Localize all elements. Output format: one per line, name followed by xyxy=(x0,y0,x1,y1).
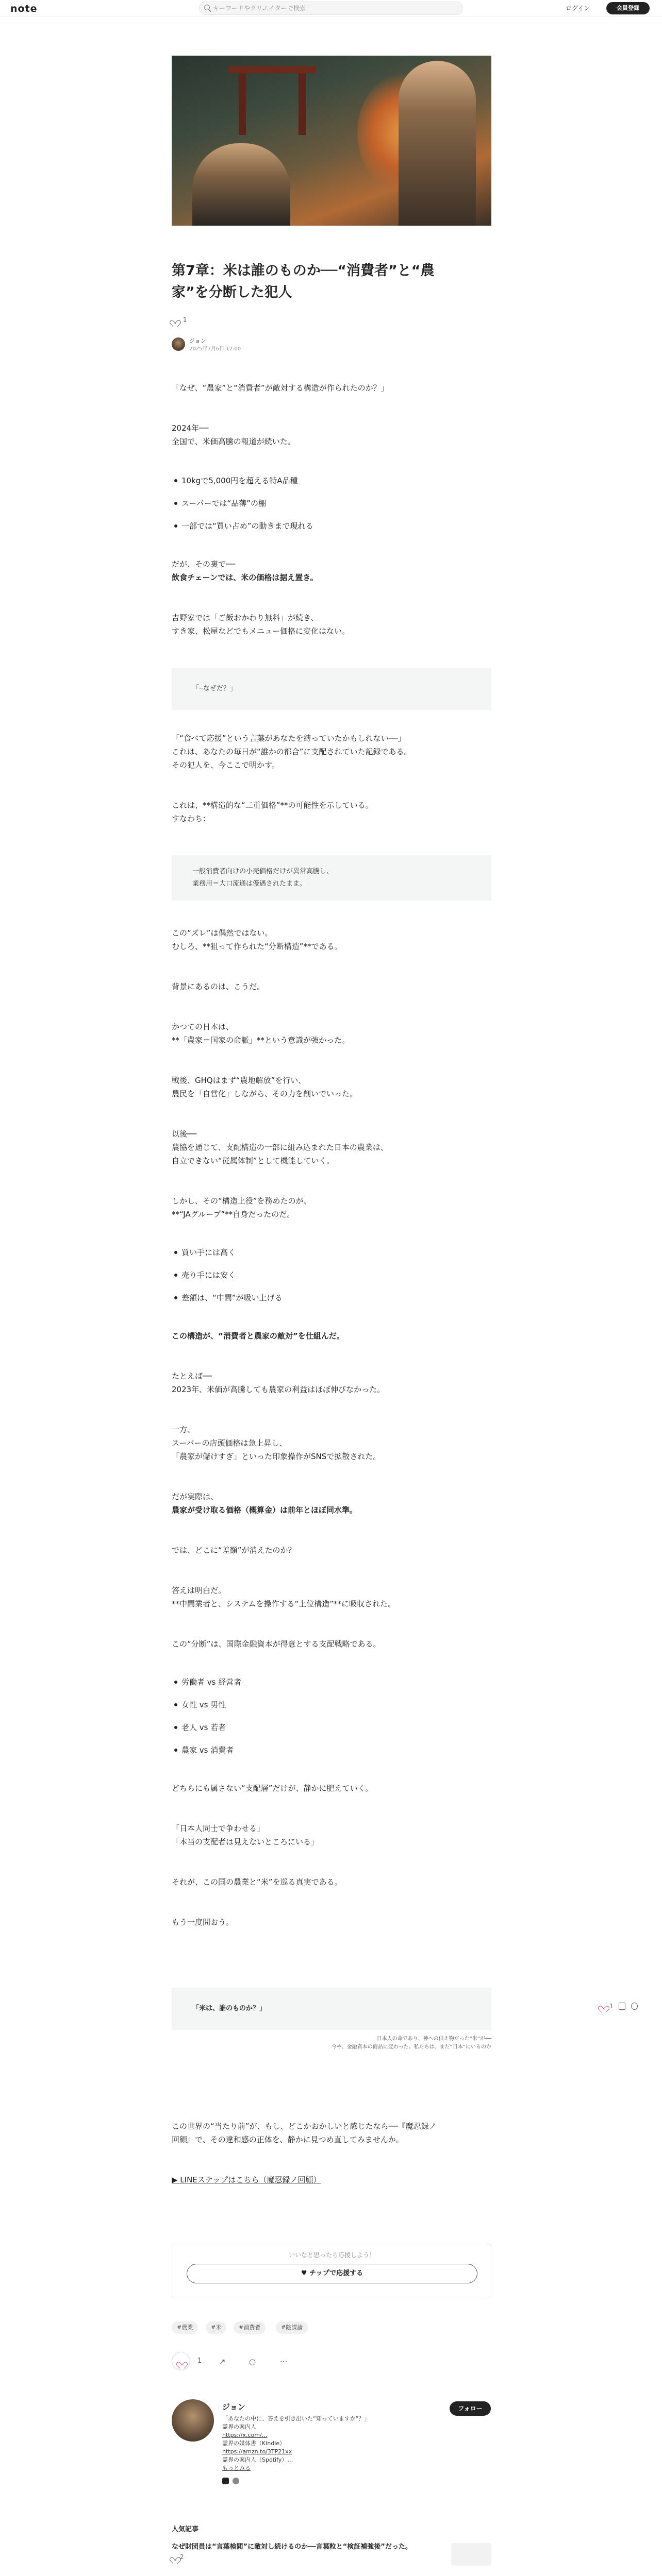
paragraph: 以後── xyxy=(172,1129,197,1139)
list-item: 農家 vs 消費者 xyxy=(181,1743,491,1757)
paragraph: スーパーの店頭価格は急上昇し、 xyxy=(172,1438,287,1448)
list-item[interactable]: なぜ財団員は“言葉検閲”に敵対し続けるのか──言葉粒と“検証補強後”だった。 2 xyxy=(172,2541,491,2568)
heart-icon xyxy=(172,2554,178,2560)
avatar[interactable] xyxy=(172,2399,214,2442)
thumbnail xyxy=(451,2543,491,2566)
paragraph: 吉野家では「ご飯おかわり無料」が続き、 xyxy=(172,613,319,622)
list-item: 差額は、“中間”が吸い上げる xyxy=(181,1291,491,1304)
article-title xyxy=(172,260,491,303)
website-icon[interactable] xyxy=(233,2478,239,2484)
search-icon xyxy=(204,5,210,10)
paragraph-bold: この構造が、“消費者と農家の敵対”を仕組んだ。 xyxy=(172,1331,344,1341)
floating-actions xyxy=(600,2001,662,2013)
profile-name[interactable]: ジョン xyxy=(222,2402,245,2412)
list-item: 労働者 vs 経営者 xyxy=(181,1675,491,1689)
profile-bio-line: 霊界の媒体書（Kindle） xyxy=(222,2440,286,2447)
paragraph: 「日本人同士で争わせる」 xyxy=(172,1824,265,1833)
paragraph-bold: 飲食チェーンでは、米の価格は据え置き。 xyxy=(172,573,318,582)
article-actions xyxy=(172,2352,326,2370)
paragraph: 「本当の支配者は見えないところにいる」 xyxy=(172,1837,319,1846)
avatar[interactable] xyxy=(172,337,185,351)
profile-bio-line: 「あなたの中に、答えを引き出いた“知っていますか”？」 xyxy=(222,2415,370,2422)
quote-text: 「─なぜだ？」 xyxy=(192,685,237,692)
author-name[interactable]: ジョン xyxy=(189,337,206,344)
paragraph: もう一度問おう。 xyxy=(172,1918,234,1927)
paragraph: 「なぜ、“農家”と“消費者”が敵対する構造が作られたのか？」 xyxy=(172,383,389,393)
paragraph: それが、この国の農業と“米”を巡る真実である。 xyxy=(172,1877,342,1887)
paragraph: むしろ、**狙って作られた“分断構造”**である。 xyxy=(172,942,342,951)
tip-icon: ♥ xyxy=(301,2269,310,2277)
support-prompt: いいなと思ったら応援しよう！ xyxy=(288,2251,375,2259)
paragraph: この世界の“当たり前”が、もし、どこかおかしいと感じたなら──『魔忍録ノ xyxy=(172,2122,437,2131)
note-logo[interactable]: note xyxy=(10,3,38,14)
paragraph: この“ズレ”は偶然ではない。 xyxy=(172,928,273,938)
tag[interactable]: #米 xyxy=(206,2321,226,2334)
figure-right xyxy=(399,61,476,226)
like-button[interactable] xyxy=(172,2352,190,2370)
tag[interactable]: #農業 xyxy=(172,2321,198,2334)
paragraph-bold: 農家が受け取る価格（概算金）は前年とほぼ同水準。 xyxy=(172,1505,358,1515)
list-item: スーパーでは“品薄”の棚 xyxy=(181,497,491,510)
share-icon[interactable]: ↗ xyxy=(219,2357,226,2366)
image-caption: 今や、金融資本の商品に変わった。私たちは、まだ“日本”にいるのか xyxy=(331,2044,491,2050)
list-item: 買い手には高く xyxy=(181,1246,491,1259)
paragraph: 答えは明白だ。 xyxy=(172,1586,226,1595)
paragraph: 背景にあるのは、こうだ。 xyxy=(172,982,265,991)
paragraph: 「農家が儲けすぎ」といった印象操作がSNSで拡散された。 xyxy=(172,1452,381,1461)
list-item: 一部では“買い占め”の動きまで現れる xyxy=(181,519,491,533)
top-header xyxy=(0,0,662,16)
heart-icon xyxy=(172,317,178,323)
quote-text: 「米は、誰のものか？」 xyxy=(192,2005,267,2012)
paragraph: たとえば── xyxy=(172,1371,212,1381)
heart-icon[interactable] xyxy=(600,2003,606,2009)
author-profile xyxy=(172,2399,491,2471)
paragraph: 2023年、米価が高騰しても農家の利益はほぼ伸びなかった。 xyxy=(172,1385,385,1394)
quote-text: 一般消費者向けの小売価格だけが異常高騰し、 xyxy=(192,868,334,875)
paragraph: だが実際は、 xyxy=(172,1492,219,1501)
tag[interactable]: #消費者 xyxy=(234,2321,266,2334)
hero-image xyxy=(172,56,491,226)
paragraph: 全国で、米価高騰の報道が続いた。 xyxy=(172,437,295,446)
paragraph: 「“食べて応援”という言葉があなたを縛っていたかもしれない──」 xyxy=(172,734,406,743)
publish-date: 2025年7月6日 12:00 xyxy=(189,346,241,352)
signup-button[interactable]: 会員登録 xyxy=(606,2,650,14)
quote-text: 業務用＝大口流通は優遇されたまま。 xyxy=(192,880,307,888)
paragraph: すなわち： xyxy=(172,814,211,823)
figure-left xyxy=(192,143,290,226)
tag[interactable]: #陰謀論 xyxy=(276,2321,308,2334)
tip-button[interactable]: ♥ チップで応援する xyxy=(187,2264,477,2283)
search-placeholder: キーワードやクリエイターで検索 xyxy=(213,5,306,12)
paragraph: その犯人を、今ここで明かす。 xyxy=(172,760,279,770)
profile-bio-line: 霊界の案内人（Spotify）… xyxy=(222,2456,293,2463)
paragraph: この“分断”は、国際金融資本が得意とする支配戦略である。 xyxy=(172,1639,381,1649)
heart-icon xyxy=(178,2359,185,2365)
blockquote xyxy=(172,668,491,710)
popular-section-title: 人気記事 xyxy=(172,2526,199,2533)
torii-shape xyxy=(228,66,316,128)
profile-more-link[interactable]: もっとみる xyxy=(222,2465,251,2471)
article-like-count[interactable]: 1 xyxy=(172,316,187,324)
like-count: 1 xyxy=(197,2357,202,2365)
article-title-line2: 家”を分断した犯人 xyxy=(172,284,292,300)
blockquote xyxy=(172,855,491,901)
paragraph: **中間業者と、システムを操作する“上位構造”**に吸収された。 xyxy=(172,1599,396,1608)
x-icon[interactable] xyxy=(222,2478,229,2484)
follow-button[interactable]: フォロー xyxy=(450,2401,491,2416)
bookmark-icon[interactable] xyxy=(619,2003,625,2010)
paragraph: では、どこに“差額”が消えたのか？ xyxy=(172,1546,296,1555)
support-box xyxy=(172,2244,491,2298)
article-title-line1: 第7章：米は誰のものか──“消費者”と“農 xyxy=(172,263,435,279)
search-input[interactable] xyxy=(199,2,463,15)
paragraph: 一方、 xyxy=(172,1425,195,1434)
paragraph: 農協を通じて、支配構造の一部に組み込まれた日本の農業は、 xyxy=(172,1143,388,1152)
paragraph: 2024年── xyxy=(172,423,209,433)
list-item: 売り手には安く xyxy=(181,1268,491,1282)
paragraph: 農民を「自営化」しながら、その力を削いでいった。 xyxy=(172,1089,358,1098)
paragraph: これは、あなたの毎日が“誰かの都合”に支配されていた記録である。 xyxy=(172,747,412,756)
profile-bio-line: 霊界の案内人 xyxy=(222,2424,256,2430)
paragraph: しかし、その“構造上役”を務めたのが、 xyxy=(172,1196,311,1206)
list-item: 10kgで5,000円を超える特A品種 xyxy=(181,474,491,487)
paragraph: 回顧』で、その違和感の正体を、静かに見つめ直してみませんか。 xyxy=(172,2135,404,2144)
paragraph: 戦後、GHQはまず“農地解放”を行い、 xyxy=(172,1076,306,1085)
profile-link[interactable]: https://amzn.to/3TP21xx xyxy=(222,2448,292,2455)
image-caption: 日本人の命であり、神への供え物だった“米”が── xyxy=(376,2036,491,2042)
login-link[interactable]: ログイン xyxy=(566,5,590,12)
paragraph: これは、**構造的な“二重価格”**の可能性を示している。 xyxy=(172,801,373,810)
line-step-link[interactable]: ▶ LINEステップはこちら（魔忍録ノ回顧） xyxy=(172,2175,321,2184)
side-like-count: 1 xyxy=(609,2003,614,2010)
paragraph: どちらにも属さない“支配層”だけが、静かに肥えていく。 xyxy=(172,1784,373,1793)
paragraph: **“JAグループ”**自身だったのだ。 xyxy=(172,1210,295,1219)
paragraph: だが、その裏で── xyxy=(172,560,236,569)
paragraph: すき家、松屋などでもメニュー価格に変化はない。 xyxy=(172,626,350,636)
list-item: 老人 vs 若者 xyxy=(181,1721,491,1734)
comment-icon[interactable]: ○ xyxy=(249,2357,256,2366)
more-icon[interactable] xyxy=(631,2003,638,2010)
paragraph: 自立できない“従属体制”として機能していく。 xyxy=(172,1156,335,1165)
list-item: 女性 vs 男性 xyxy=(181,1698,491,1711)
more-icon[interactable]: ··· xyxy=(280,2357,288,2366)
profile-link[interactable]: https://x.com/… xyxy=(222,2432,268,2438)
paragraph: **「農家＝国家の命脈」**という意識が強かった。 xyxy=(172,1036,350,1045)
blockquote xyxy=(172,1988,491,2030)
paragraph: かつての日本は、 xyxy=(172,1022,234,1031)
